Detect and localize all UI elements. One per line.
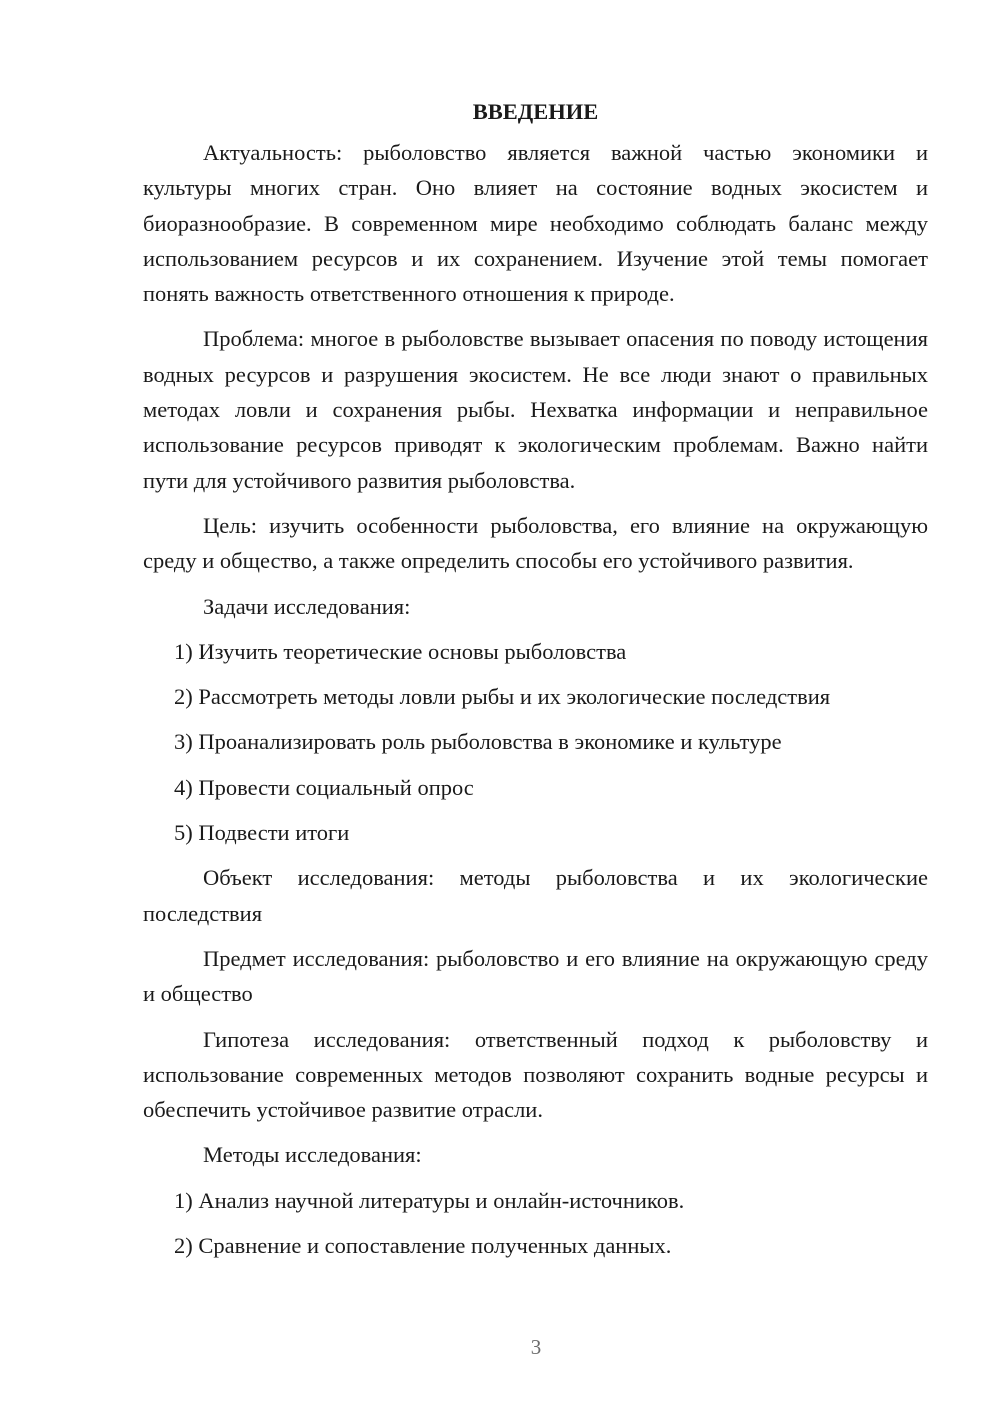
object-paragraph: Объект исследования: методы рыболовства и их экологические последствия <box>143 865 928 926</box>
relevance-paragraph: Актуальность: рыболовство является важной частью экономики и культуры многих стран. Оно влияет на состояние водных экосистем и биоразнообразие. В современном мире необходимо соблюдать баланс между использованием ресурсов и их сохранением. Изучение этой темы помогает понять важность ответственного отношения к природе. <box>143 140 928 307</box>
page-title: ВВЕДЕНИЕ <box>472 99 599 124</box>
goal-paragraph: Цель: изучить особенности рыболовства, его влияние на окружающую среду и общество, а также определить способы его устойчивого развития. <box>143 512 928 574</box>
list-item: 1) Анализ научной литературы и онлайн-источников. <box>174 1187 685 1213</box>
list-item: 3) Проанализировать роль рыболовства в экономике и культуре <box>174 729 782 755</box>
list-item: 2) Сравнение и сопоставление полученных данных. <box>174 1233 672 1259</box>
list-item: 4) Провести социальный опрос <box>174 774 474 800</box>
methods-list <box>143 1183 928 1264</box>
subject-paragraph: Предмет исследования: рыболовство и его влияние на окружающую среду и общество <box>143 945 928 1007</box>
list-item: 5) Подвести итоги <box>174 820 350 846</box>
list-item: 2) Рассмотреть методы ловли рыбы и их экологические последствия <box>174 684 831 710</box>
tasks-list <box>143 634 928 850</box>
page-number: 3 <box>530 1335 542 1359</box>
tasks-heading: Задачи исследования: <box>203 593 411 619</box>
page-content <box>143 94 928 1273</box>
list-item: 1) Изучить теоретические основы рыболовства <box>174 638 627 664</box>
methods-heading: Методы исследования: <box>203 1142 422 1168</box>
hypothesis-paragraph: Гипотеза исследования: ответственный подход к рыболовству и использование современных методов позволяют сохранить водные ресурсы и обеспечить устойчивое развитие отрасли. <box>143 1026 928 1123</box>
problem-paragraph: Проблема: многое в рыболовстве вызывает опасения по поводу истощения водных ресурсов и разрушения экосистем. Не все люди знают о правильных методах ловли и сохранения рыбы. Нехватка информации и неправильное использование ресурсов приводят к экологическим проблемам. Важно найти пути для устойчивого развития рыболовства. <box>143 326 928 493</box>
